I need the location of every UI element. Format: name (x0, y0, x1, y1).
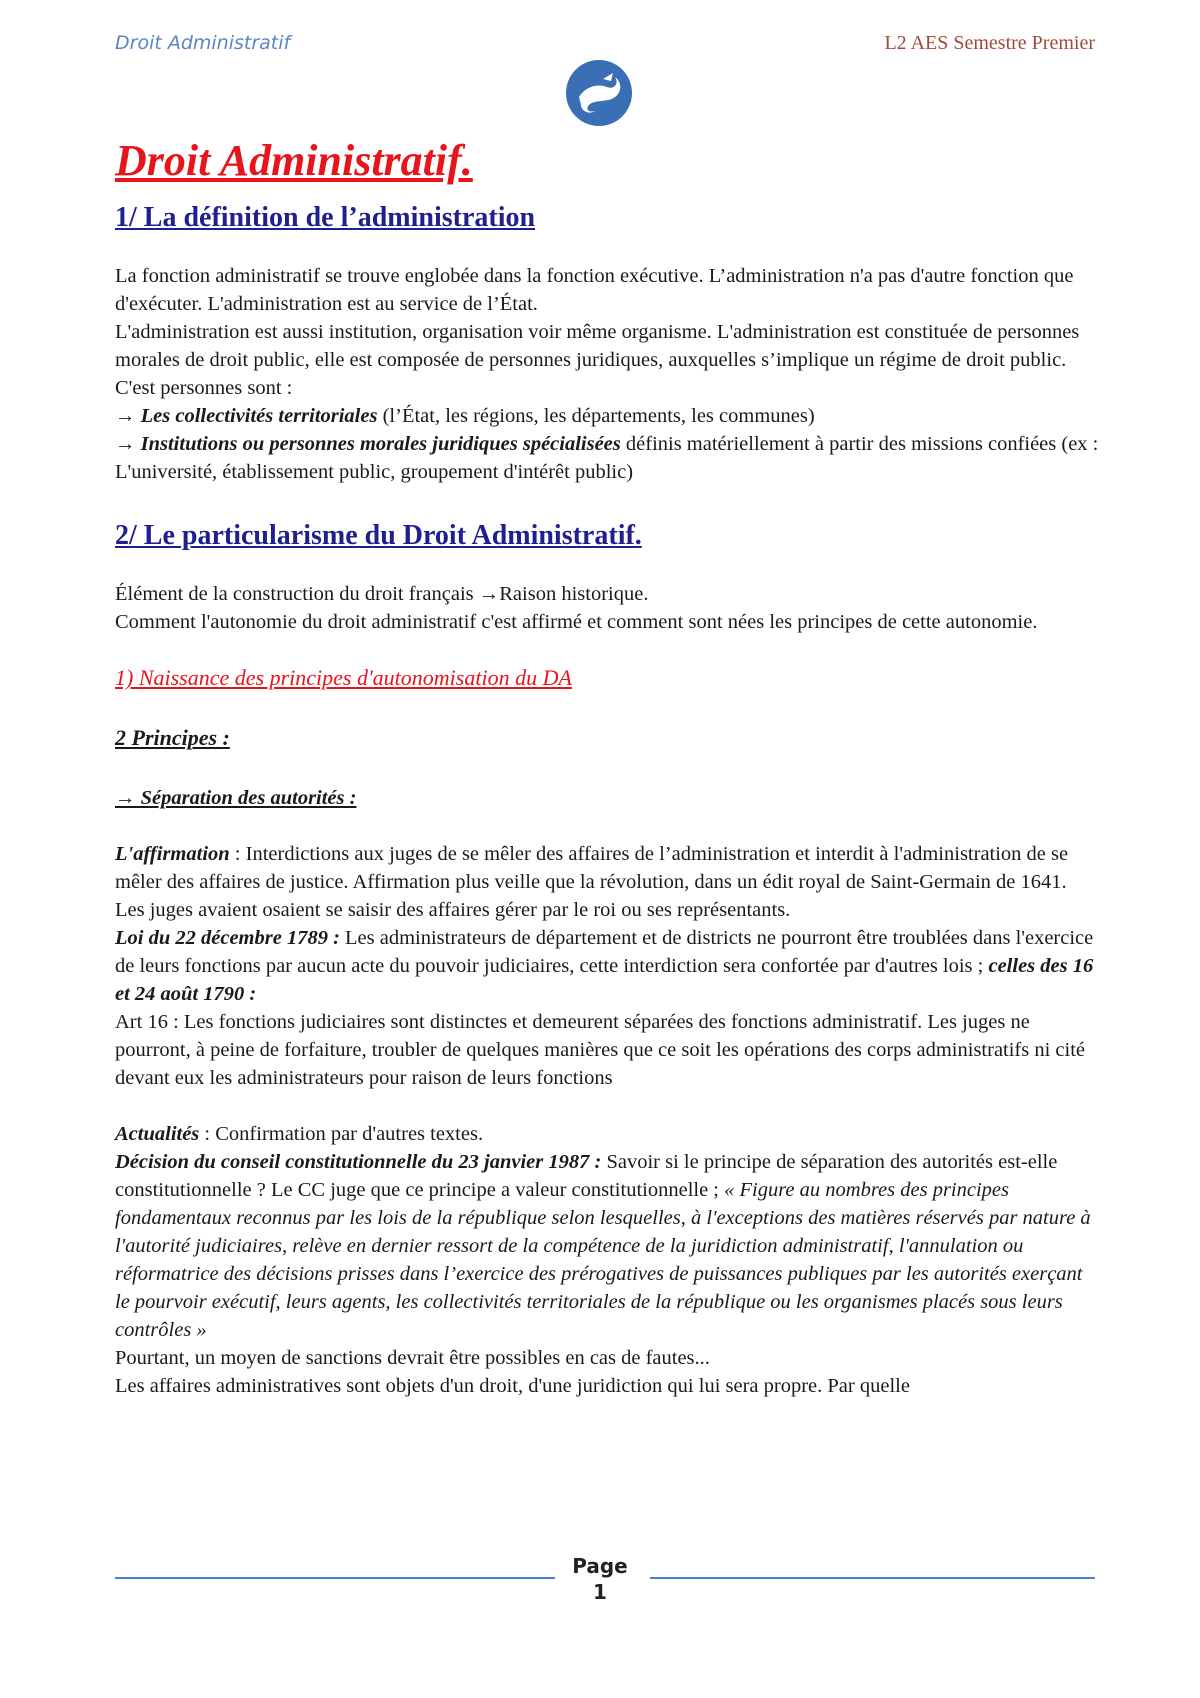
document-body (115, 132, 1100, 1400)
subsection-1-heading: 1) Naissance des principes d'autonomisation du DA (115, 665, 572, 690)
header-left-title: Droit Administratif (115, 32, 291, 54)
s1-paragraph-3: C'est personnes sont : (115, 377, 293, 399)
decision-label: Décision du conseil constitutionnelle du 23 janvier 1987 : (115, 1151, 602, 1173)
footer-rule-left (115, 1577, 555, 1579)
decision-text: Savoir si le principe de séparation des autorités est-elle constitutionnelle ? Le CC juge que ce principe a valeur constitutionnelle ; (115, 1151, 1058, 1201)
page-label: Page (572, 1554, 628, 1578)
actualites-paragraph (115, 1120, 1100, 1148)
bullet-2-term: → Institutions ou personnes morales juridiques spécialisées (115, 433, 621, 455)
s2-paragraph-2: Comment l'autonomie du droit administratif c'est affirmé et comment sont nées les principes de cette autonomie. (115, 611, 1038, 633)
loi-paragraph (115, 924, 1100, 1008)
page-number (560, 1553, 640, 1605)
section-2-heading: 2/ Le particularisme du Droit Administratif. (115, 520, 642, 551)
document-title: Droit Administratif. (115, 136, 473, 185)
affirmation-label: L'affirmation (115, 843, 230, 865)
dragon-logo-icon (563, 57, 635, 129)
decision-quote: « Figure au nombres des principes fondamentaux reconnus par les lois de la république selon lesquelles, à l'exceptions des matières réservés par nature à l'autorité judiciaires, relève en dernier ressort de la compétence de la juridiction administratif, l'annulation ou réformatrice des décisions prisses dans l’exercice des prérogatives de puissances publiques par les autorités exerçant le pourvoir exécutif, leurs agents, les collectivités territoriales de la république ou les organismes placés sous leurs contrôles » (115, 1179, 1091, 1341)
decision-paragraph (115, 1148, 1100, 1344)
separation-heading: → Séparation des autorités : (115, 787, 357, 809)
actualites-text: : Confirmation par d'autres textes. (199, 1123, 484, 1145)
principes-heading: 2 Principes : (115, 725, 230, 750)
page-number-value: 1 (593, 1580, 607, 1604)
art16-paragraph: Art 16 : Les fonctions judiciaires sont distinctes et demeurent séparées des fonctions administratif. Les juges ne pourront, à peine de forfaiture, troubler de quelques manières que ce soit les opérations des corps administratifs ni cité devant eux les administrateurs pour raison de leurs fonctions (115, 1011, 1086, 1089)
loi-label: Loi du 22 décembre 1789 : (115, 927, 340, 949)
s1-paragraph-2: L'administration est aussi institution, organisation voir même organisme. L'administration est constituée de personnes morales de droit public, elle est composée de personnes juridiques, auxquelles s’implique un régime de droit public. (115, 321, 1080, 371)
loi-label-2: celles des 16 et 24 août 1790 : (115, 955, 1094, 1005)
last-paragraph: Les affaires administratives sont objets d'un droit, d'une juridiction qui lui sera propre. Par quelle (115, 1375, 910, 1397)
s1-paragraph-1: La fonction administratif se trouve englobée dans la fonction exécutive. L’administration n'a pas d'autre fonction que d'exécuter. L'administration est au service de l’État. (115, 265, 1074, 315)
header-right-course: L2 AES Semestre Premier (884, 32, 1095, 54)
s1-bullet-1 (115, 402, 1100, 430)
section-1-heading: 1/ La définition de l’administration (115, 202, 536, 233)
bullet-2-text: définis matériellement à partir des missions confiées (ex : L'université, établissement public, groupement d'intérêt public) (115, 433, 1099, 483)
s1-bullet-2 (115, 430, 1100, 486)
loi-text: Les administrateurs de département et de districts ne pourront être troublées dans l'exercice de leurs fonctions par aucun acte du pouvoir judiciaires, cette interdiction sera confortée par d'autres lois ; (115, 927, 1094, 977)
footer-rule-right (650, 1577, 1095, 1579)
pourtant-paragraph: Pourtant, un moyen de sanctions devrait être possibles en cas de fautes... (115, 1347, 710, 1369)
affirmation-text: : Interdictions aux juges de se mêler des affaires de l’administration et interdit à l'administration de se mêler des affaires de justice. Affirmation plus veille que la révolution, dans un édit royal de Saint-Germain de 1641. Les juges avaient osaient se saisir des affaires gérer par le roi ou ses représentants. (115, 843, 1069, 921)
actualites-label: Actualités (115, 1123, 200, 1145)
affirmation-paragraph (115, 840, 1100, 924)
bullet-1-text: (l’État, les régions, les départements, les communes) (377, 405, 815, 427)
bullet-1-term: → Les collectivités territoriales (115, 405, 378, 427)
s2-paragraph-1: Élément de la construction du droit français →Raison historique. (115, 583, 649, 605)
